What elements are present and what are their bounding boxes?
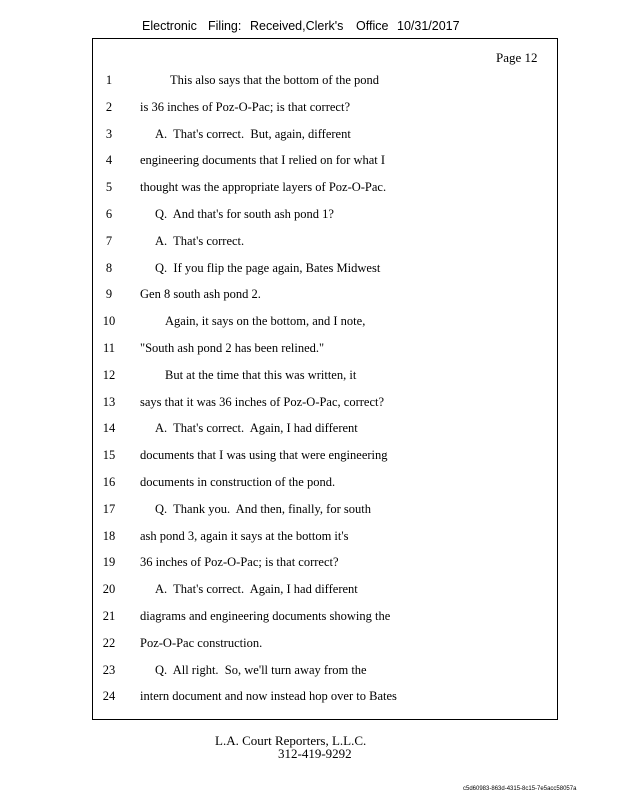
line-text: Q. And that's for south ash pond 1?	[155, 207, 334, 221]
transcript-line	[0, 100, 618, 118]
line-text: intern document and now instead hop over to Bates	[140, 689, 397, 704]
page-number: Page 12	[496, 50, 538, 65]
transcript-line	[0, 502, 618, 520]
line-text: Q. All right. So, we'll turn away from the	[155, 662, 367, 677]
line-text: A. That's correct. But, again, different	[155, 126, 351, 141]
transcript-line	[0, 475, 618, 493]
line-text: Q. If you flip the page again, Bates Midwest	[155, 260, 381, 275]
line-text: 36 inches of Poz-O-Pac; is that correct?	[140, 555, 339, 570]
line-number: 19	[102, 555, 116, 570]
footer-company: L.A. Court Reporters, L.L.C.	[215, 733, 367, 748]
transcript-line	[0, 609, 618, 627]
line-number: 2	[105, 99, 113, 114]
line-text: says that it was 36 inches of Poz-O-Pac, correct?	[140, 394, 385, 409]
line-number: 22	[102, 635, 116, 650]
transcript-line	[0, 529, 618, 547]
line-number: 1	[105, 73, 113, 87]
header-date: 10/31/2017	[397, 19, 460, 33]
line-number: 24	[102, 689, 116, 704]
transcript-line	[0, 153, 618, 171]
line-text: engineering documents that I relied on for what I	[140, 153, 386, 168]
line-text: A. That's correct. Again, I had different	[155, 421, 358, 436]
line-text: thought was the appropriate layers of Poz-O-Pac.	[140, 180, 387, 195]
transcript-line	[0, 207, 618, 225]
line-number: 3	[105, 126, 113, 141]
line-number: 13	[102, 394, 116, 409]
line-text: Poz-O-Pac construction.	[140, 635, 263, 650]
line-number: 17	[102, 501, 116, 516]
line-text: A. That's correct.	[155, 233, 245, 248]
transcript-line	[0, 421, 618, 439]
line-text: But at the time that this was written, it	[165, 367, 357, 382]
line-text: documents in construction of the pond.	[140, 475, 336, 489]
line-number: 5	[105, 180, 113, 195]
header-office: Office	[356, 19, 389, 33]
line-text: "South ash pond 2 has been relined."	[140, 341, 325, 355]
line-text: ash pond 3, again it says at the bottom it's	[140, 528, 349, 543]
transcript-line	[0, 127, 618, 145]
line-number: 12	[102, 367, 116, 382]
transcript-line	[0, 636, 618, 654]
line-number: 21	[102, 609, 116, 623]
header-received: Received,Clerk's	[250, 19, 344, 33]
line-number: 14	[102, 421, 116, 436]
footer-phone: 312-419-9292	[278, 746, 352, 761]
transcript-line	[0, 287, 618, 305]
transcript-line	[0, 314, 618, 332]
line-number: 23	[102, 662, 116, 677]
line-number: 15	[102, 448, 116, 463]
transcript-line	[0, 368, 618, 386]
line-number: 11	[102, 341, 116, 355]
document-hash: c5d60983-863d-4315-8c15-7e5acc58057a	[463, 786, 577, 792]
line-text: Gen 8 south ash pond 2.	[140, 287, 261, 302]
line-text: This also says that the bottom of the pond	[170, 73, 380, 87]
transcript-line	[0, 234, 618, 252]
line-number: 6	[105, 207, 113, 221]
transcript-line	[0, 395, 618, 413]
transcript-line	[0, 448, 618, 466]
line-number: 7	[105, 233, 113, 248]
header-filing: Filing:	[208, 19, 242, 33]
line-number: 18	[102, 528, 116, 543]
transcript-line	[0, 555, 618, 573]
line-number: 4	[105, 153, 113, 168]
transcript-line	[0, 180, 618, 198]
line-text: documents that I was using that were engineering	[140, 448, 388, 463]
transcript-line	[0, 73, 618, 91]
line-number: 16	[102, 475, 116, 489]
line-number: 9	[105, 287, 113, 302]
line-number: 20	[102, 582, 116, 597]
header-electronic: Electronic	[142, 19, 197, 33]
line-text: A. That's correct. Again, I had different	[155, 582, 358, 597]
transcript-line	[0, 341, 618, 359]
transcript-line	[0, 663, 618, 681]
line-text: Again, it says on the bottom, and I note,	[165, 314, 366, 329]
transcript-line	[0, 582, 618, 600]
line-number: 8	[105, 260, 113, 275]
line-text: diagrams and engineering documents showing the	[140, 609, 391, 623]
line-number: 10	[102, 314, 116, 329]
line-text: is 36 inches of Poz-O-Pac; is that correct?	[140, 99, 351, 114]
line-text: Q. Thank you. And then, finally, for south	[155, 501, 371, 516]
transcript-line	[0, 689, 618, 707]
transcript-line	[0, 261, 618, 279]
